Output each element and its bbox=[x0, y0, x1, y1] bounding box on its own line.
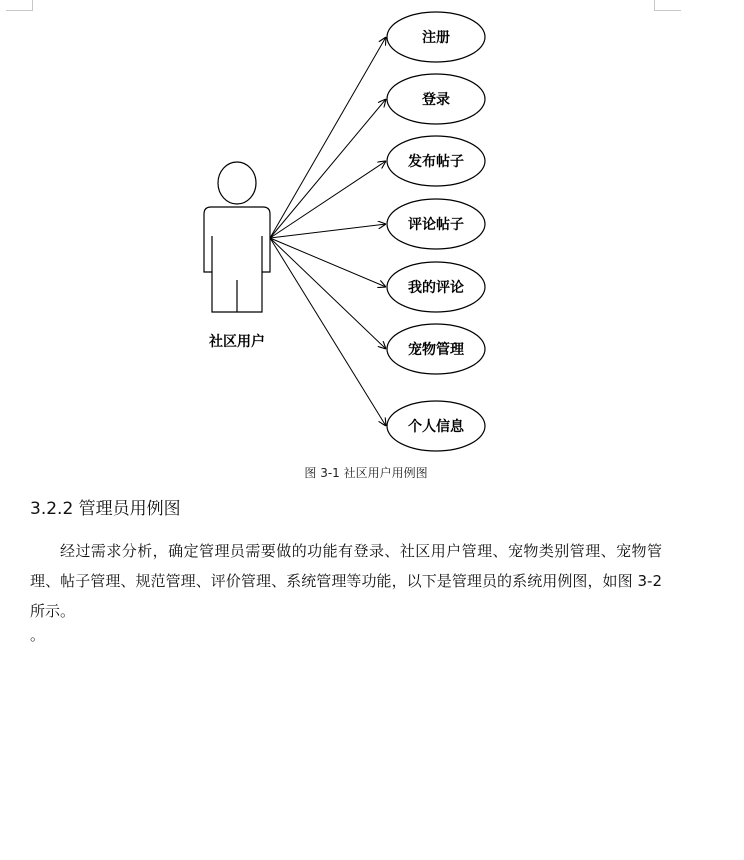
section-heading: 3.2.2 管理员用例图 bbox=[30, 499, 181, 519]
use-case-comment-post bbox=[270, 199, 485, 249]
trailing-mark: 。 bbox=[30, 626, 46, 644]
use-case-label: 发布帖子 bbox=[408, 154, 464, 170]
figure-caption: 图 3-1 社区用户用例图 bbox=[304, 466, 428, 480]
actor-label: 社区用户 bbox=[209, 334, 265, 350]
use-case-my-comments bbox=[270, 238, 485, 312]
use-case-label: 评论帖子 bbox=[408, 217, 464, 233]
use-case-label: 宠物管理 bbox=[408, 342, 464, 358]
body-paragraph: 经过需求分析，确定管理员需要做的功能有登录、社区用户管理、宠物类别管理、宠物管理、帖子管理、规范管理、评价管理、系统管理等功能，以下是管理员的系统用例图，如图 3-2所示。 bbox=[30, 542, 662, 620]
use-case-label: 我的评论 bbox=[408, 280, 464, 296]
use-case-label: 登录 bbox=[422, 92, 450, 108]
use-case-label: 注册 bbox=[422, 30, 450, 46]
actor-head bbox=[218, 162, 256, 204]
actor-figure bbox=[204, 162, 270, 312]
use-case-label: 个人信息 bbox=[408, 419, 464, 435]
actor-body bbox=[204, 207, 270, 312]
